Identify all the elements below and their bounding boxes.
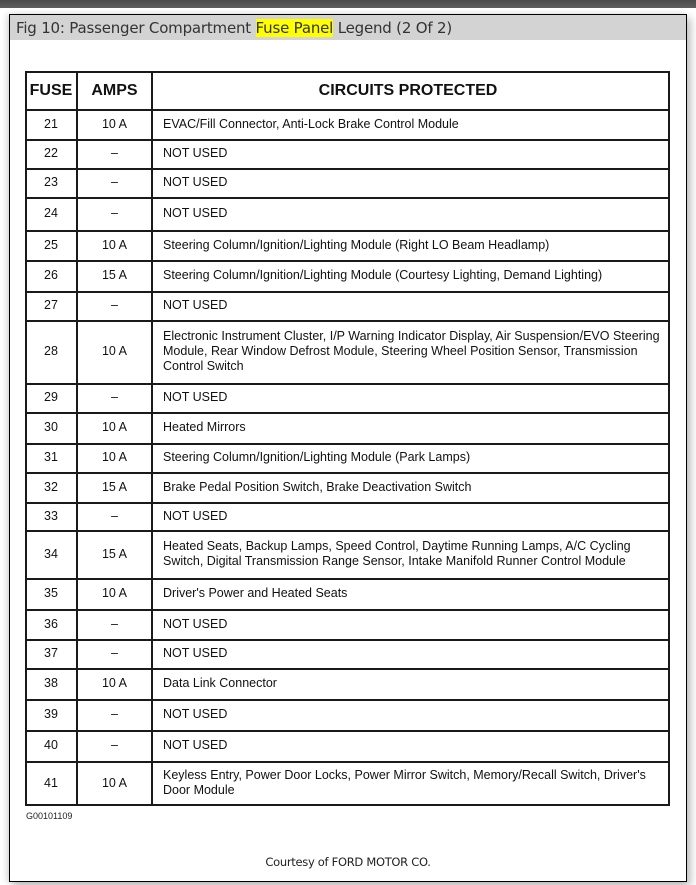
circuits-cell: Heated Seats, Backup Lamps, Speed Control, Daytime Running Lamps, A/C Cycling Switch, Digital Transmission Range Sensor, Intake Manifold Runner Control Module — [163, 539, 631, 568]
table-rule — [25, 639, 670, 641]
fuse-cell: 34 — [44, 546, 58, 561]
fuse-cell: 37 — [44, 646, 58, 660]
circuits-cell: Steering Column/Ignition/Lighting Module (Courtesy Lighting, Demand Lighting) — [163, 268, 603, 282]
table-rule — [25, 530, 670, 532]
circuits-cell: Steering Column/Ignition/Lighting Module (Park Lamps) — [163, 450, 471, 464]
fuse-cell: 32 — [44, 479, 58, 494]
circuits-cell: EVAC/Fill Connector, Anti-Lock Brake Control Module — [163, 116, 459, 131]
circuits-cell: Keyless Entry, Power Door Locks, Power Mirror Switch, Memory/Recall Switch, Driver's Door Module — [163, 768, 646, 797]
fuse-cell: 33 — [44, 508, 58, 523]
fuse-cell: 31 — [44, 450, 58, 464]
circuits-cell: Electronic Instrument Cluster, I/P Warning Indicator Display, Air Suspension/EVO Steering Module, Rear Window Defrost Module, Steering Wheel Position Sensor, Transmission Control Switch — [163, 329, 660, 373]
table-rule — [25, 197, 670, 199]
fuse-legend-table — [25, 71, 670, 807]
circuits-cell: Data Link Connector — [163, 676, 277, 690]
table-rule — [25, 443, 670, 445]
courtesy-credit: Courtesy of FORD MOTOR CO. — [265, 855, 431, 869]
table-rule — [25, 699, 670, 701]
amps-cell: 10 A — [101, 775, 128, 790]
circuits-cell: NOT USED — [163, 390, 228, 404]
circuits-cell: Driver's Power and Heated Seats — [163, 586, 348, 600]
fuse-cell: 41 — [44, 775, 58, 790]
fuse-cell: 23 — [44, 175, 58, 189]
amps-cell: 10 A — [101, 116, 128, 131]
circuits-cell: NOT USED — [163, 646, 228, 660]
amps-cell: 10 A — [101, 344, 128, 358]
table-rule — [25, 230, 670, 232]
amps-cell: 15 A — [101, 546, 128, 561]
table-rule — [25, 472, 670, 474]
amps-cell: – — [111, 738, 118, 752]
fuse-cell: 22 — [44, 146, 58, 160]
amps-cell: 10 A — [101, 586, 128, 600]
table-rule — [25, 320, 670, 322]
fuse-cell: 36 — [44, 616, 58, 631]
header-amps: AMPS — [91, 81, 138, 99]
amps-cell: – — [111, 146, 118, 160]
amps-cell: – — [111, 646, 118, 660]
amps-cell: 10 A — [101, 420, 128, 434]
caption-prefix: Fig 10: Passenger Compartment — [16, 19, 256, 37]
table-rule — [25, 502, 670, 504]
table-column-rule — [151, 71, 153, 806]
table-column-rule — [76, 71, 78, 806]
table-rule — [25, 139, 670, 141]
figure-frame — [9, 14, 687, 882]
fuse-cell: 35 — [44, 586, 58, 600]
fuse-cell: 38 — [44, 676, 58, 690]
circuits-cell: Steering Column/Ignition/Lighting Module (Right LO Beam Headlamp) — [163, 237, 550, 252]
table-rule — [25, 291, 670, 293]
table-rule — [25, 412, 670, 414]
circuits-cell: NOT USED — [163, 206, 228, 220]
table-rule — [25, 71, 670, 73]
figure-code: G00101109 — [26, 811, 73, 821]
table-rule — [25, 168, 670, 170]
table-rule — [25, 578, 670, 580]
circuits-cell: NOT USED — [163, 508, 228, 523]
amps-cell: 10 A — [101, 676, 128, 690]
circuits-cell: NOT USED — [163, 146, 228, 160]
table-rule — [25, 260, 670, 262]
caption-suffix: Legend (2 Of 2) — [333, 19, 452, 37]
circuits-cell: NOT USED — [163, 175, 228, 189]
circuits-cell: NOT USED — [163, 298, 228, 312]
fuse-cell: 29 — [44, 390, 58, 404]
amps-cell: – — [111, 707, 118, 721]
amps-cell: – — [111, 206, 118, 220]
top-bar — [0, 0, 696, 8]
amps-cell: 10 A — [101, 237, 128, 252]
amps-cell: – — [111, 390, 118, 404]
amps-cell: – — [111, 616, 118, 631]
amps-cell: – — [111, 298, 118, 312]
fuse-cell: 40 — [44, 738, 58, 752]
circuits-cell: NOT USED — [163, 616, 228, 631]
figure-caption — [10, 15, 686, 40]
fuse-cell: 28 — [44, 344, 58, 358]
table-rule — [25, 109, 670, 111]
table-column-rule — [668, 71, 670, 806]
fuse-cell: 30 — [44, 420, 58, 434]
amps-cell: – — [111, 508, 118, 523]
table-rule — [25, 730, 670, 732]
amps-cell: – — [111, 175, 118, 189]
header-circuits: CIRCUITS PROTECTED — [318, 81, 498, 99]
fuse-cell: 26 — [44, 268, 58, 282]
circuits-cell: NOT USED — [163, 707, 228, 721]
fuse-cell: 21 — [44, 116, 58, 131]
table-rule — [25, 383, 670, 385]
amps-cell: 15 A — [101, 479, 128, 494]
header-fuse: FUSE — [29, 81, 73, 99]
table-rule — [25, 761, 670, 763]
caption-highlight: Fuse Panel — [255, 19, 334, 37]
fuse-cell: 27 — [44, 298, 58, 312]
table-rule — [25, 609, 670, 611]
fuse-cell: 25 — [44, 237, 58, 252]
fuse-cell: 24 — [44, 206, 58, 220]
amps-cell: 15 A — [101, 268, 128, 282]
circuits-cell: Brake Pedal Position Switch, Brake Deactivation Switch — [163, 479, 472, 494]
circuits-cell: Heated Mirrors — [163, 420, 246, 434]
fuse-cell: 39 — [44, 707, 58, 721]
amps-cell: 10 A — [101, 450, 128, 464]
table-column-rule — [25, 71, 27, 806]
table-rule — [25, 668, 670, 670]
circuits-cell: NOT USED — [163, 738, 228, 752]
table-rule — [25, 804, 670, 806]
